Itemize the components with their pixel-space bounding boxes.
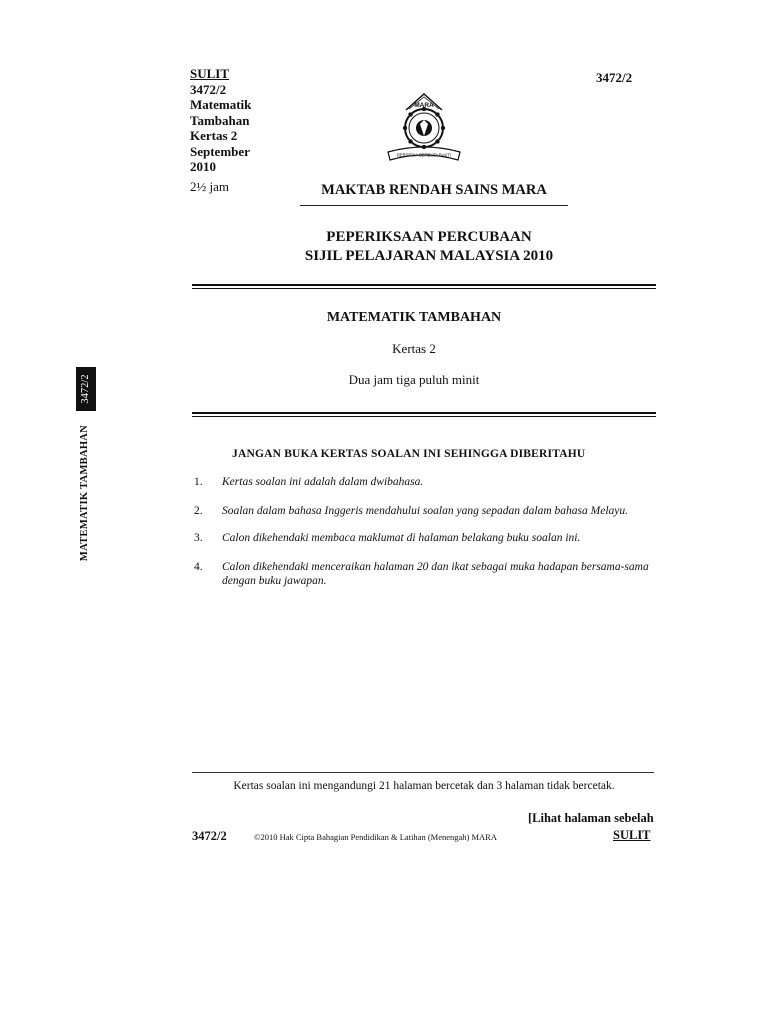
double-rule-top-a	[192, 284, 656, 286]
classification-label: SULIT	[190, 66, 230, 81]
instruction-text: Soalan dalam bahasa Inggeris mendahului soalan yang sepadan dalam bahasa Melayu.	[222, 505, 628, 517]
subject-title: MATEMATIK TAMBAHAN	[326, 310, 502, 325]
copyright-notice: ©2010 Hak Cipta Bahagian Pendidikan & Latihan (Menengah) MARA	[254, 832, 497, 842]
paper-code: 3472/2	[190, 81, 227, 97]
spine-code: 3472/2	[80, 374, 91, 404]
instruction-item	[194, 505, 664, 521]
exam-title-line-2: SIJIL PELAJARAN MALAYSIA 2010	[304, 248, 554, 264]
turn-over-note: [Lihat halaman sebelah	[528, 811, 654, 825]
instruction-text: Calon dikehendaki membaca maklumat di halaman belakang buku soalan ini.	[222, 532, 581, 544]
exam-year: 2010	[190, 159, 216, 174]
instruction-number: 4.	[194, 561, 203, 573]
instruction-number: 2.	[194, 505, 203, 517]
instruction-item	[194, 561, 664, 591]
double-rule-bottom-a	[192, 412, 656, 414]
header-left-block	[190, 66, 251, 194]
instruction-item	[194, 476, 664, 492]
footer-classification: SULIT	[613, 828, 651, 842]
subject-paper: Kertas 2	[392, 341, 436, 356]
mara-crest-logo	[376, 88, 472, 170]
double-rule-bottom-b	[192, 416, 656, 417]
footer-rule	[192, 772, 654, 773]
instruction-item	[194, 532, 664, 548]
header-right-code: 3472/2	[596, 70, 633, 85]
do-not-open-warning: JANGAN BUKA KERTAS SOALAN INI SEHINGGA DIBERITAHU	[232, 448, 586, 460]
subject-duration: Dua jam tiga puluh minit	[348, 372, 480, 387]
exam-duration: 2½ jam	[190, 178, 229, 194]
instruction-text: Calon dikehendaki menceraikan halaman 20 dan ikat sebagai muka hadapan bersama-sama dengan buku jawapan.	[222, 561, 649, 587]
instruction-number: 1.	[194, 476, 203, 488]
page-count-note: Kertas soalan ini mengandungi 21 halaman bercetak dan 3 halaman tidak bercetak.	[233, 780, 615, 792]
exam-month: September	[190, 143, 250, 159]
college-name: MAKTAB RENDAH SAINS MARA	[321, 182, 547, 198]
paper-number: Kertas 2	[190, 128, 238, 143]
subject-line-2: Tambahan	[190, 112, 250, 128]
subject-line-1: Matematik	[190, 97, 252, 112]
instruction-text: Kertas soalan ini adalah dalam dwibahasa.	[222, 476, 424, 488]
logo-banner-text: BERSEDIA BERBUDI BAKTI	[397, 152, 451, 158]
exam-title-line-1: PEPERIKSAAN PERCUBAAN	[326, 229, 532, 245]
spine-title: MATEMATIK TAMBAHAN	[79, 424, 90, 562]
logo-top-text: MARA	[414, 102, 434, 109]
instruction-number: 3.	[194, 532, 203, 544]
footer-paper-code: 3472/2	[192, 829, 227, 843]
double-rule-top-b	[192, 288, 656, 289]
college-underline	[300, 205, 568, 206]
